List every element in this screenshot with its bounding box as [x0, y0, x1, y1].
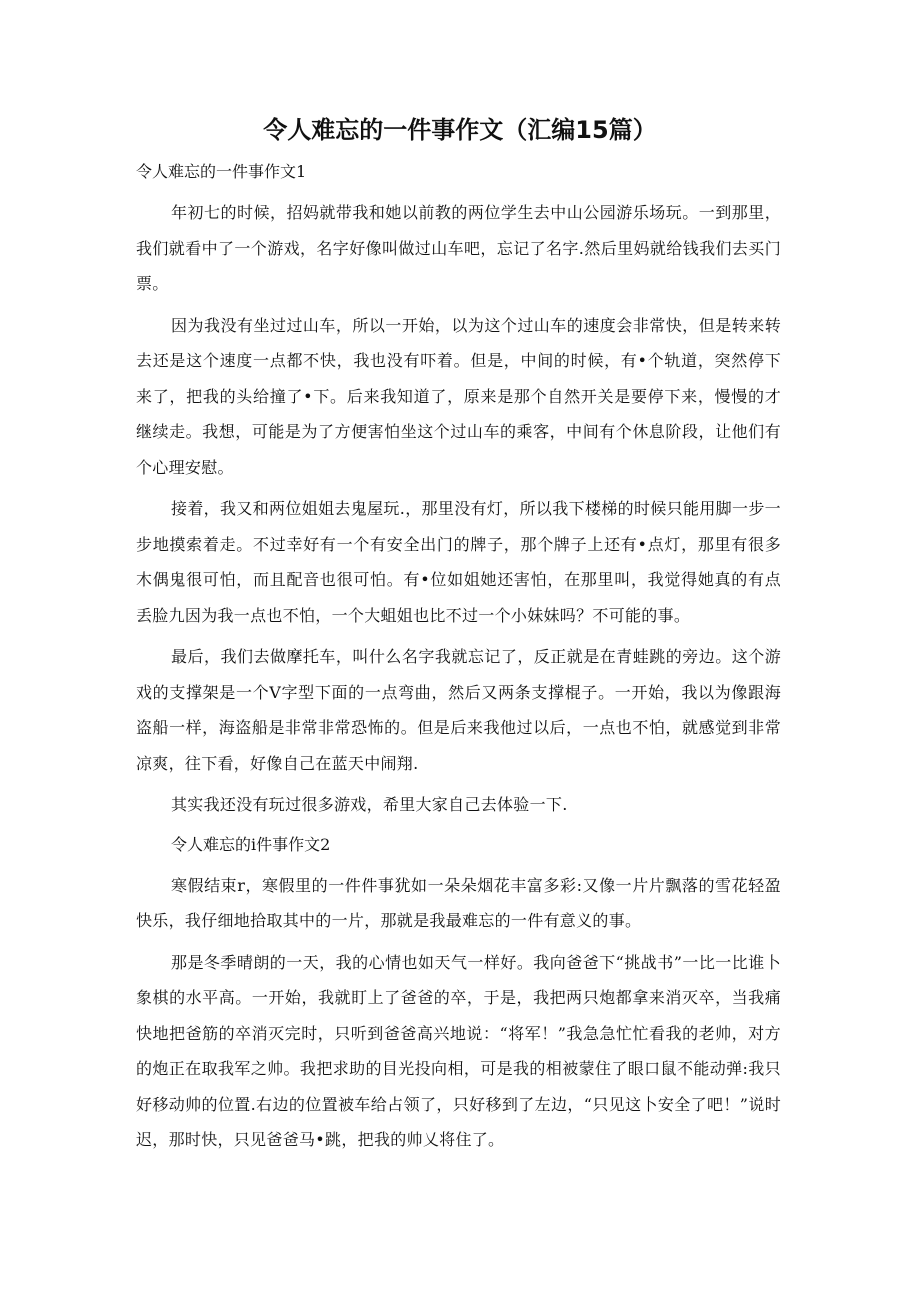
- essay-heading: 令人难忘的i件事作文2: [171, 834, 331, 854]
- paragraph: 最后，我们去做摩托车，叫什么名字我就忘记了，反正就是在青蛙跳的旁边。这个游戏的支撑架是一个V字型下面的一点弯曲，然后又两条支撑棍子。一开始，我以为像跟海盗船一样，海盗船是非常非常恐怖的。但是后来我他过以后，一点也不怕，就感觉到非常凉爽，往下看，好像自己在蓝天中闹翔.: [136, 647, 781, 773]
- essay-heading: 令人难忘的一件事作文1: [136, 162, 307, 181]
- paragraph: 寒假结束r，寒假里的一件件事犹如一朵朵烟花丰富多彩:又像一片片飘落的雪花轻盈快乐，我仔细地拾取其中的一片，那就是我最难忘的一件有意义的事。: [136, 875, 781, 930]
- paragraph: 接着，我又和两位姐姐去鬼屋玩.，那里没有灯，所以我下楼梯的时候只能用脚一步一步地摸索着走。不过幸好有一个有安全出门的牌子，那个牌子上还有•点灯，那里有很多木偶鬼很可怕，而且配音也很可怕。有•位如姐她还害怕，在那里叫，我觉得她真的有点丢脸九因为我一点也不怕，一个大蛆姐也比不过一个小妹妹吗？不可能的事。: [136, 499, 781, 625]
- paragraph: 年初七的时候，招妈就带我和她以前教的两位学生去中山公园游乐场玩。一到那里，我们就看中了一个游戏，名字好像叫做过山车吧，忘记了名字.然后里妈就给钱我们去买门票。: [136, 203, 781, 293]
- paragraph: 其实我还没有玩过很多游戏，希里大家自己去体验一下.: [171, 795, 568, 814]
- essay-2: [136, 829, 781, 1158]
- paragraph: 因为我没有坐过过山车，所以一开始，以为这个过山车的速度会非常快，但是转来转去还是这个速度一点都不快，我也没有吓着。但是，中间的时候，有•个轨道，突然停下来了，把我的头给撞了•下。后来我知道了，原来是那个自然开关是要停下来，慢慢的才继续走。我想，可能是为了方便害怕坐这个过山车的乘客，中间有个休息阶段，让他们有个心理安慰。: [136, 315, 781, 477]
- document-title: 令人难忘的一件事作文（汇编15篇）: [263, 116, 657, 144]
- document-body: [136, 156, 781, 1164]
- essay-1: [136, 156, 781, 823]
- paragraph: 那是冬季晴朗的一天，我的心情也如天气一样好。我向爸爸下“挑战书”一比一比谁卜象棋的水平高。一开始，我就盯上了爸爸的卒，于是，我把两只炮都拿来消灭卒，当我痛快地把爸筋的卒消灭完时，只听到爸爸高兴地说：“将军！”我急急忙忙看我的老帅，对方的炮正在取我军之帅。我把求助的目光投向相，可是我的相被蒙住了眼口鼠不能动弹:我只好移动帅的位置.右边的位置被车给占领了，只好移到了左边，“只见这卜安全了吧！”说时迟，那时快，只见爸爸马•跳，把我的帅乂将住了。: [136, 952, 781, 1149]
